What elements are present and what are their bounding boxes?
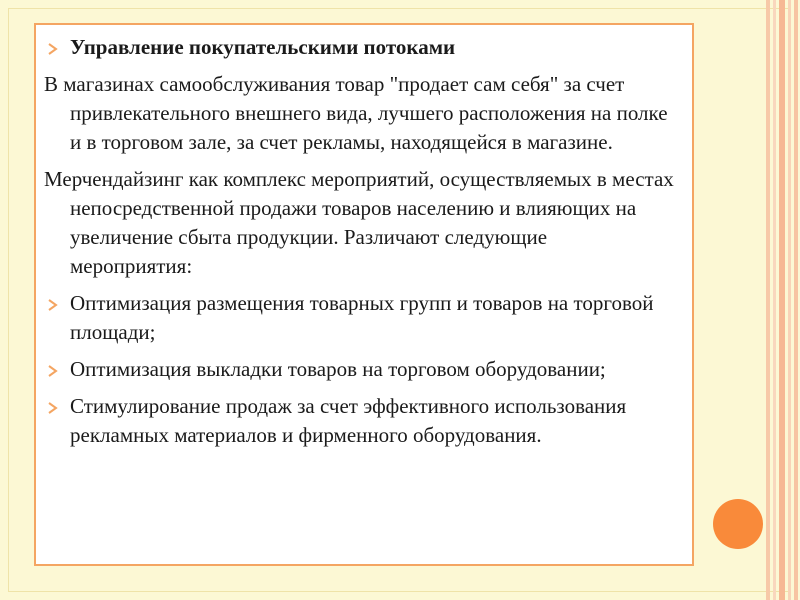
decorative-dot — [713, 499, 763, 549]
paragraph-text: Мерчендайзинг как комплекс мероприятий, осуществляемых в местах непосредственной продажи товаров населению и влияющих на увеличение сбыта продукции. Различают следующие мероприятия: — [44, 167, 674, 278]
decorative-stripe — [788, 0, 791, 600]
chevron-bullet-icon — [44, 289, 70, 318]
decorative-stripe — [779, 0, 785, 600]
bullet-text: Оптимизация выкладки товаров на торговом оборудовании; — [70, 357, 606, 381]
paragraph — [44, 70, 674, 157]
bullet-item — [44, 355, 674, 384]
chevron-bullet-icon — [44, 392, 70, 421]
slide-title — [44, 33, 674, 62]
bullet-text: Оптимизация размещения товарных групп и товаров на торговой площади; — [70, 291, 654, 344]
decorative-stripe — [766, 0, 770, 600]
title-text: Управление покупательскими потоками — [70, 35, 456, 59]
slide-content — [36, 25, 692, 458]
decorative-stripe — [794, 0, 798, 600]
content-panel — [34, 23, 694, 566]
paragraph — [44, 165, 674, 281]
decorative-stripe — [773, 0, 776, 600]
bullet-item — [44, 392, 674, 450]
bullet-item — [44, 289, 674, 347]
chevron-bullet-icon — [44, 355, 70, 384]
paragraph-text: В магазинах самообслуживания товар "продает сам себя" за счет привлекательного внешнего вида, лучшего расположения на полке и в торговом зале, за счет рекламы, находящейся в магазине. — [44, 72, 668, 154]
chevron-bullet-icon — [44, 33, 70, 62]
bullet-text: Стимулирование продаж за счет эффективного использования рекламных материалов и фирменного оборудования. — [70, 394, 627, 447]
